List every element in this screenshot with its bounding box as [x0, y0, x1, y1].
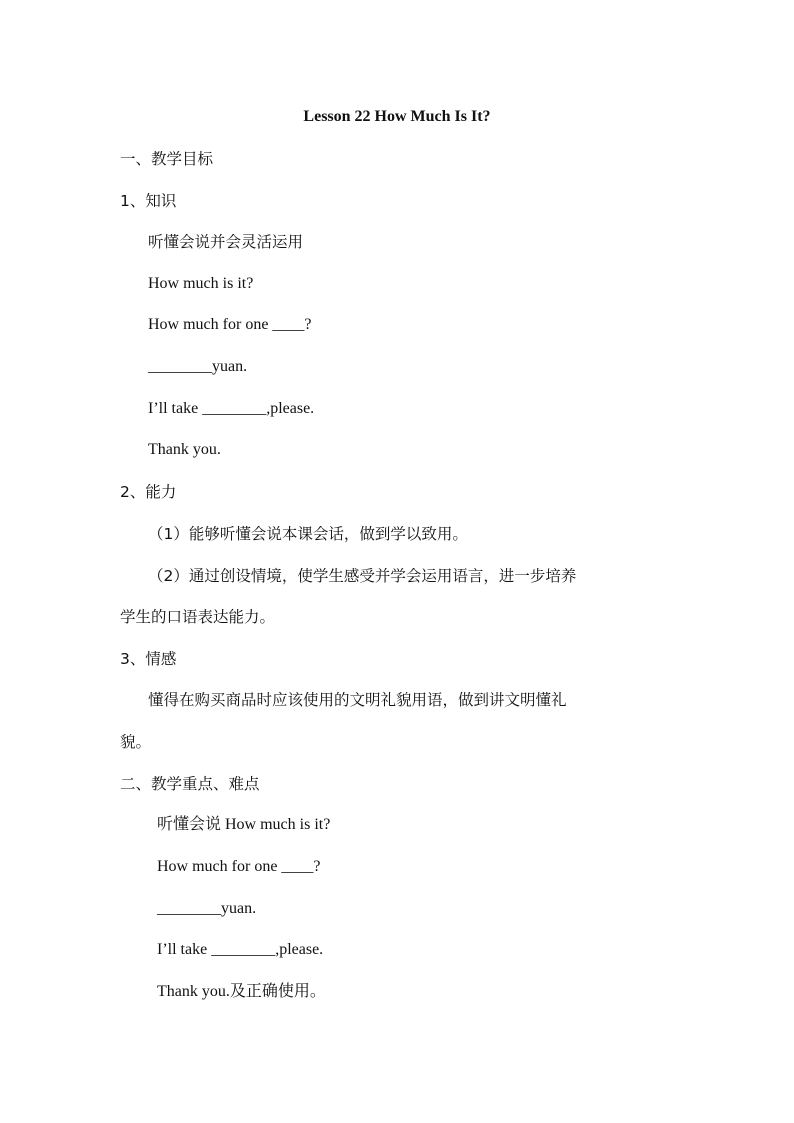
key-point-sentence: I’ll take ________,please. [157, 941, 324, 958]
subheading-emotion: 3、情感 [120, 650, 177, 668]
page-title: Lesson 22 How Much Is It? [303, 108, 491, 125]
knowledge-sentence: How much is it? [148, 275, 254, 292]
section-heading-key-points: 二、教学重点、难点 [120, 775, 260, 793]
key-point-sentence: Thank you.及正确使用。 [157, 983, 326, 1000]
ability-item-2-continued: 学生的口语表达能力。 [120, 608, 276, 626]
subheading-ability: 2、能力 [120, 483, 177, 501]
subheading-knowledge: 1、知识 [120, 192, 177, 210]
key-point-sentence: 听懂会说 How much is it? [157, 816, 331, 833]
ability-item-2: （2）通过创设情境，使学生感受并学会运用语言，进一步培养 [148, 567, 577, 585]
ability-item-1: （1）能够听懂会说本课会话，做到学以致用。 [148, 525, 468, 543]
knowledge-sentence: How much for one ____? [148, 316, 312, 333]
knowledge-sentence: Thank you. [148, 441, 221, 458]
knowledge-sentence: I’ll take ________,please. [148, 400, 315, 417]
key-point-sentence: ________yuan. [157, 900, 257, 917]
section-heading-teaching-goals: 一、教学目标 [120, 150, 214, 168]
emotion-text: 懂得在购买商品时应该使用的文明礼貌用语，做到讲文明懂礼 [148, 691, 567, 709]
knowledge-sentence: ________yuan. [148, 358, 248, 375]
emotion-text-continued: 貌。 [120, 733, 152, 751]
knowledge-intro: 听懂会说并会灵活运用 [148, 233, 304, 251]
key-point-sentence: How much for one ____? [157, 858, 321, 875]
